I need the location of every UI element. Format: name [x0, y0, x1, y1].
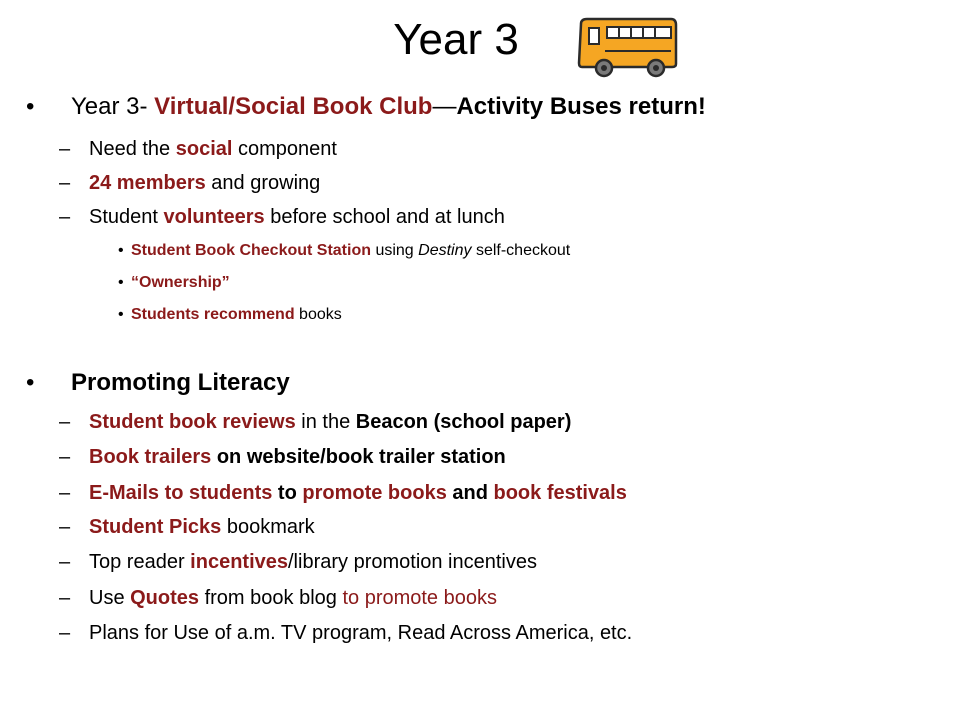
item-text	[89, 587, 497, 610]
dash-marker: –	[59, 172, 71, 194]
text-emphasis: 24 members	[89, 172, 206, 194]
text-plain: —	[432, 93, 457, 120]
slide-title: Year 3	[393, 15, 519, 64]
item-text	[89, 206, 505, 229]
item-text	[131, 306, 342, 324]
text-emphasis: promote books	[302, 482, 447, 504]
bullet-marker: •	[118, 306, 124, 323]
text-plain: component	[232, 138, 337, 160]
dash-marker: –	[59, 206, 71, 228]
item-text	[89, 622, 632, 645]
dash-marker: –	[59, 138, 71, 160]
bullet-marker: •	[118, 274, 124, 291]
text-emphasis: Book trailers	[89, 446, 212, 468]
text-bold: Activity Buses return!	[456, 93, 706, 120]
text-emphasis: book festivals	[493, 482, 627, 504]
text-plain: Top reader	[89, 551, 191, 573]
text-plain: books	[294, 306, 342, 323]
dash-marker: –	[59, 516, 71, 538]
item-text	[89, 516, 315, 539]
text-plain: self-checkout	[471, 242, 571, 259]
text-emphasis: Student book reviews	[89, 411, 296, 433]
dash-marker: –	[59, 411, 71, 433]
dash-marker: –	[59, 587, 71, 609]
text-bold: Beacon (school paper)	[355, 411, 572, 433]
item-text	[131, 242, 570, 260]
text-accent: to promote books	[342, 587, 497, 609]
text-emphasis: Students recommend	[131, 306, 295, 323]
bullet-marker: •	[26, 369, 35, 396]
dash-marker: –	[59, 551, 71, 573]
text-plain: using	[371, 242, 419, 259]
text-emphasis: Student Book Checkout Station	[131, 242, 371, 259]
text-emphasis: Quotes	[130, 587, 200, 609]
text-emphasis: social	[175, 138, 233, 160]
text-plain: Need the	[89, 138, 176, 160]
text-bold: to	[272, 482, 303, 504]
text-plain: before school and at lunch	[264, 206, 505, 228]
text-emphasis: Student Picks	[89, 516, 222, 538]
text-plain: bookmark	[221, 516, 315, 538]
text-italic: Destiny	[418, 242, 472, 259]
item-text	[89, 551, 537, 574]
text-bold: and	[446, 482, 494, 504]
text-plain: in the	[295, 411, 356, 433]
text-emphasis: Virtual/Social Book Club	[154, 93, 433, 120]
text-plain: Year 3-	[71, 93, 155, 120]
bullet-marker: •	[26, 93, 35, 120]
bullet-text: Promoting Literacy	[71, 369, 290, 396]
text-plain: Student	[89, 206, 164, 228]
text-emphasis: incentives	[190, 551, 288, 573]
text-plain: Use	[89, 587, 131, 609]
text-plain: /library promotion incentives	[288, 551, 537, 573]
text-emphasis: volunteers	[163, 206, 265, 228]
text-emphasis: E-Mails to students	[89, 482, 273, 504]
item-text	[89, 172, 320, 195]
item-text	[89, 482, 627, 505]
text-emphasis: “Ownership”	[131, 274, 230, 291]
dash-marker: –	[59, 622, 71, 644]
item-text	[89, 446, 506, 469]
text-plain: Plans for Use of a.m. TV program, Read Across America, etc.	[89, 622, 633, 644]
dash-marker: –	[59, 482, 71, 504]
item-text	[89, 411, 571, 434]
bullet-text	[71, 93, 706, 121]
text-plain: from book blog	[199, 587, 343, 609]
item-text	[131, 274, 230, 292]
bullet-marker: •	[118, 242, 124, 259]
text-bold: on website/book trailer station	[211, 446, 506, 468]
school-bus-icon	[575, 14, 680, 78]
item-text	[89, 138, 337, 161]
text-plain: and growing	[205, 172, 321, 194]
dash-marker: –	[59, 446, 71, 468]
